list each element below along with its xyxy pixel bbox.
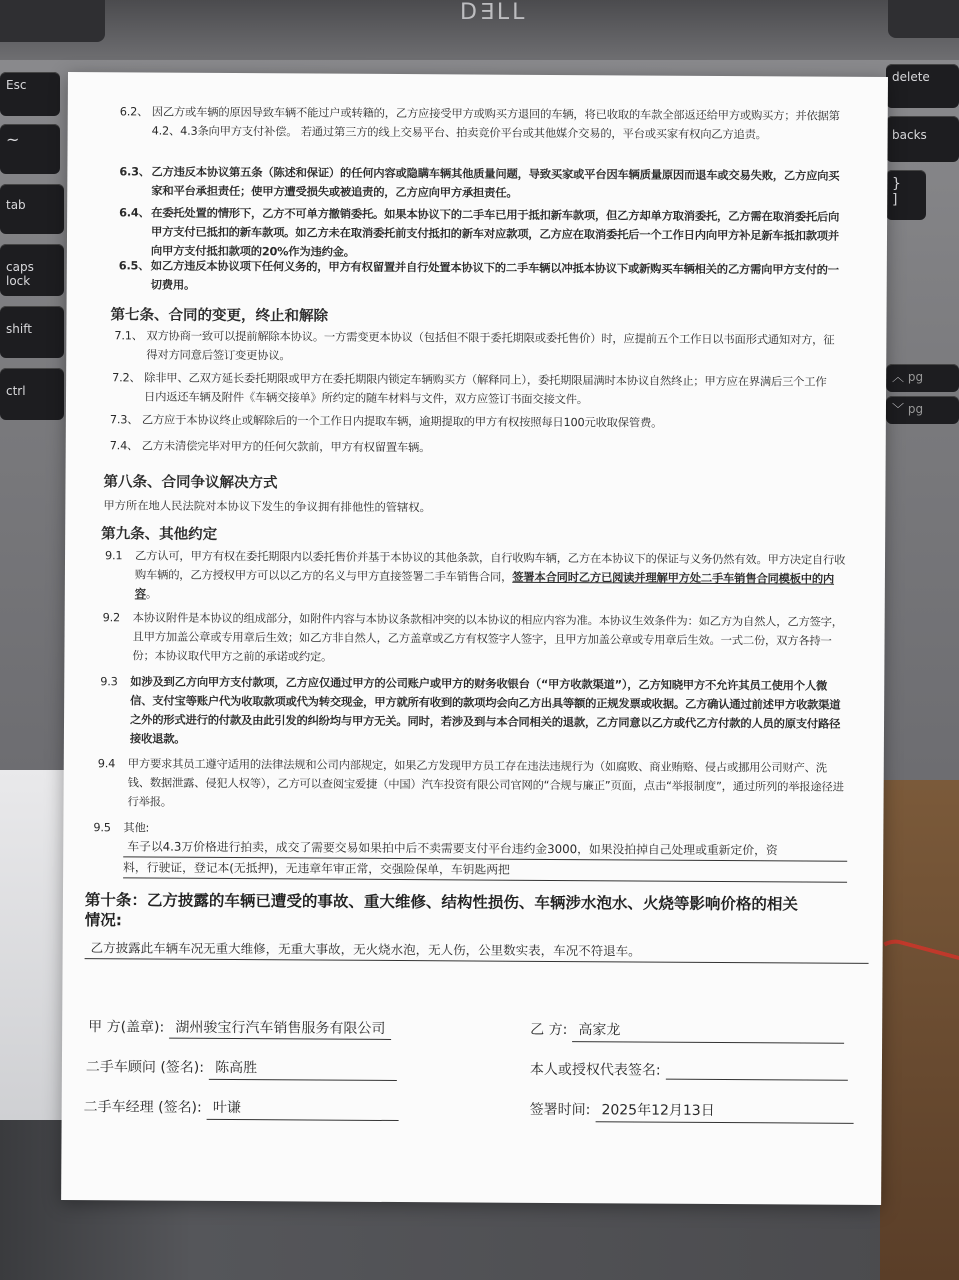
clause-text: 双方协商一致可以提前解除本协议。一方需变更本协议（包括但不限于委托期限或委托售价）时，应提前五个工作日以书面形式通知对方，征得对方同意后签订变更协议。 <box>146 329 835 363</box>
party-b-label: 乙 方: <box>530 1021 568 1039</box>
clause-9-3 <box>100 672 848 753</box>
clause-text <box>135 546 849 607</box>
clause-6-3 <box>119 162 839 204</box>
party-a-value: 湖州骏宝行汽车销售服务有限公司 <box>169 1020 391 1040</box>
contract-page <box>61 72 888 1205</box>
manager-value: 叶谦 <box>207 1097 399 1121</box>
clause-number: 7.2、 <box>112 371 141 385</box>
backspace-key: backs <box>886 116 959 162</box>
consultant-row <box>86 1056 446 1081</box>
clause-10-heading-line-1: 第十条：乙方披露的车辆已遭受的事故、重大维修、结构性损伤、车辆涉水泡水、火烧等影响价格的相关 <box>84 891 798 914</box>
other-terms-line-1: 车子以4.3万价格进行拍卖，成交了需要交易如果拍中后不卖需要支付平台违约金3000，如果没拍掉自己处理或重新定价，资 <box>123 836 847 861</box>
tab-key: tab <box>0 184 64 234</box>
wooden-surface <box>880 780 959 1280</box>
clause-text: 甲方要求其员工遵守适用的法律法规和公司内部规定，如果乙方发现甲方员工存在违法违规行为（如腐败、商业贿赂、侵占或挪用公司财产、洗钱、数据泄露、侵犯人权等），乙方可以查阅宝爱捷（中国）汽车投资有限公司官网的“合规与廉正”页面，点击“举报制度”，通过所列的举报途径进行举报。 <box>127 757 844 809</box>
clause-9-5-label: 其他: <box>123 821 150 835</box>
brace-label: } <box>892 176 901 192</box>
clause-number: 7.3、 <box>109 413 139 427</box>
clause-text: 乙方违反本协议第五条（陈述和保证）的任何内容或隐瞒车辆其他质量问题，导致买家或平台因车辆质量原因而退车或交易失败，乙方应向买家和平台承担责任；使甲方遭受损失或被追责的，乙方应向甲方承担责任。 <box>151 165 840 200</box>
consultant-value: 陈高胜 <box>209 1057 397 1081</box>
clause-number: 7.1、 <box>114 329 143 343</box>
page-down-key <box>886 396 959 424</box>
party-b-value: 高家龙 <box>572 1019 844 1044</box>
clause-number: 9.5 <box>93 821 111 835</box>
party-b-row <box>530 1019 870 1044</box>
clause-7-4 <box>110 436 830 459</box>
clause-text: 如乙方违反本协议项下任何义务的，甲方有权留置并自行处置本协议下的二手车辆以冲抵本协议下或新购买车辆相关的乙方需向甲方支付的一切费用。 <box>150 259 839 292</box>
hinge-right <box>888 0 959 38</box>
other-terms-line-2: 料，行驶证，登记本(无抵押)，无违章年审正常，交强险保单，车钥匙两把 <box>123 857 847 882</box>
clause-number: 6.4、 <box>119 206 150 220</box>
caps-lock-key: caps lock <box>0 244 64 296</box>
hinge-left <box>0 0 105 42</box>
clause-8-text: 甲方所在地人民法院对本协议下发生的争议拥有排他性的管辖权。 <box>103 499 432 515</box>
representative-label: 本人或授权代表签名: <box>529 1061 661 1079</box>
clause-number: 6.5、 <box>118 259 150 273</box>
clause-text: 本协议附件是本协议的组成部分，如附件内容与本协议条款相冲突的以本协议的相应内容为准。本协议生效条件为：如乙方为自然人，乙方签字，且甲方加盖公章或专用章后生效；如乙方非自然人，乙方盖章或乙方有权签字人签字，且甲方加盖公章或专用章后生效。一式二份，双方各持一份；本协议取代甲方之前的承诺或约定。 <box>132 611 843 664</box>
clause-7-heading: 第七条、合同的变更，终止和解除 <box>110 307 329 325</box>
party-a-label: 甲 方(盖章): <box>88 1019 165 1036</box>
clause-text: 乙方应于本协议终止或解除后的一个工作日内提取车辆，逾期提取的甲方有权按照每日100元收取保管费。 <box>141 413 663 430</box>
clause-text: 在委托处置的情形下，乙方不可单方撤销委托。如果本协议下的二手车已用于抵扣新车款项，但乙方却单方取消委托，乙方需在取消委托后向甲方支付已抵扣的新车款项。如乙方未在取消委托前支付抵扣的新车对应款项，乙方应在取消委托后一个工作日内向甲方补足新车抵扣款项并向甲方支付抵扣款项的20%作为违约金。 <box>150 206 840 259</box>
clause-text: 除非甲、乙双方延长委托期限或甲方在委托期限内锁定车辆购买方（解释同上），委托期限届满时本协议自然终止；甲方应在界满后三个工作日内返还车辆及附件《车辆交接单》所约定的随车材料与文件，双方应签订书面交接文件。 <box>143 371 827 407</box>
page-up-key <box>886 364 959 392</box>
manager-label: 二手车经理 (签名): <box>83 1099 202 1116</box>
arrow-up-icon: ︿ <box>892 370 905 384</box>
clause-number: 9.1 <box>105 549 123 563</box>
clause-9-1-underlined: 签署本合同时乙方已阅读并理解甲方处二手车销售合同模板中的内容 <box>134 570 835 601</box>
clause-9-1-end: 。 <box>145 587 158 601</box>
sign-time-row <box>530 1099 874 1124</box>
delete-key: delete <box>886 64 959 108</box>
clause-number: 9.4 <box>97 757 116 771</box>
consultant-label: 二手车顾问 (签名): <box>85 1059 205 1076</box>
sign-time-value: 2025年12月13日 <box>595 1099 853 1124</box>
clause-number: 9.3 <box>100 675 118 689</box>
clause-number: 6.3、 <box>119 165 150 179</box>
representative-row <box>530 1059 874 1081</box>
clause-number: 9.2 <box>102 611 121 625</box>
clause-9-1-body: 乙方认可，甲方有权在委托期限内以委托售价并基于本协议的其他条款，自行收购车辆，乙方在本协议下的保证与义务仍然有效。甲方决定自行收购车辆的，乙方授权甲方可以以乙方的名义与甲方直接签署二手车销售合同， <box>134 549 846 584</box>
clause-text: 因乙方或车辆的原因导致车辆不能过户或转籍的，乙方应接受甲方或购买方退回的车辆，将已收取的车款全部返还给甲方或购买方；并依据第4.2、4.3条向甲方支付补偿。 若通过第三方的线上交易平台、拍卖竞价平台或其他媒介交易的，平台或买家有权向乙方追责。 <box>151 105 840 142</box>
clause-text: 乙方未清偿完毕对甲方的任何欠款前，甲方有权留置车辆。 <box>141 439 431 455</box>
clause-7-3 <box>110 410 830 433</box>
clause-10-heading-line-2: 情况: <box>84 911 123 930</box>
clause-9-2 <box>102 608 848 670</box>
clause-9-heading: 第九条、其他约定 <box>101 526 218 543</box>
manager-row <box>84 1096 444 1121</box>
party-a-row <box>88 1016 428 1038</box>
clause-7-1 <box>114 326 834 368</box>
clause-9-4 <box>97 754 847 816</box>
clause-text: 如涉及到乙方向甲方支付款项，乙方应仅通过甲方的公司账户或甲方的财务收银台（“甲方收款渠道”），乙方知晓甲方不允许其员工使用个人微信、支付宝等账户代为收取款项或代为转交现金，甲方就所有收到的款项均会向乙方出具等额的正规发票或收据。乙方确认通过前述甲方收款渠道之外的形式进行的付款及由此引发的纠纷均与甲方无关。同时，若涉及到与本合同相关的退款，乙方同意以乙方或代乙方付款的人员的原支付路径接收退款。 <box>129 675 841 746</box>
clause-10-text: 乙方披露此车辆车况无重大维修，无重大事故，无火烧水泡，无人伤，公里数实表，车况不符退车。 <box>85 938 869 964</box>
shift-key: shift <box>0 306 64 358</box>
pgdn-label: pg <box>907 402 924 416</box>
pgup-label: pg <box>907 370 924 384</box>
clause-9-1 <box>105 546 849 608</box>
clause-number: 7.4、 <box>109 439 139 453</box>
laptop-logo: D∃LL <box>460 0 528 25</box>
ctrl-key: ctrl <box>0 368 64 420</box>
clause-7-2 <box>112 368 832 410</box>
arrow-down-icon: ﹀ <box>892 402 905 416</box>
clause-6-2 <box>120 102 840 144</box>
bracket-key <box>886 170 926 220</box>
clause-8-heading: 第八条、合同争议解决方式 <box>103 474 278 492</box>
clause-9-5-handwritten <box>123 836 847 882</box>
sign-time-label: 签署时间: <box>529 1101 591 1119</box>
clause-10-heading <box>85 890 865 935</box>
esc-key: Esc <box>0 72 60 116</box>
tilde-key: ~ <box>0 124 60 174</box>
clause-6-5 <box>119 256 839 298</box>
clause-number: 6.2、 <box>119 105 149 119</box>
representative-value <box>666 1061 848 1081</box>
bracket-label: ] <box>892 192 898 208</box>
clause-6-4 <box>119 203 839 264</box>
